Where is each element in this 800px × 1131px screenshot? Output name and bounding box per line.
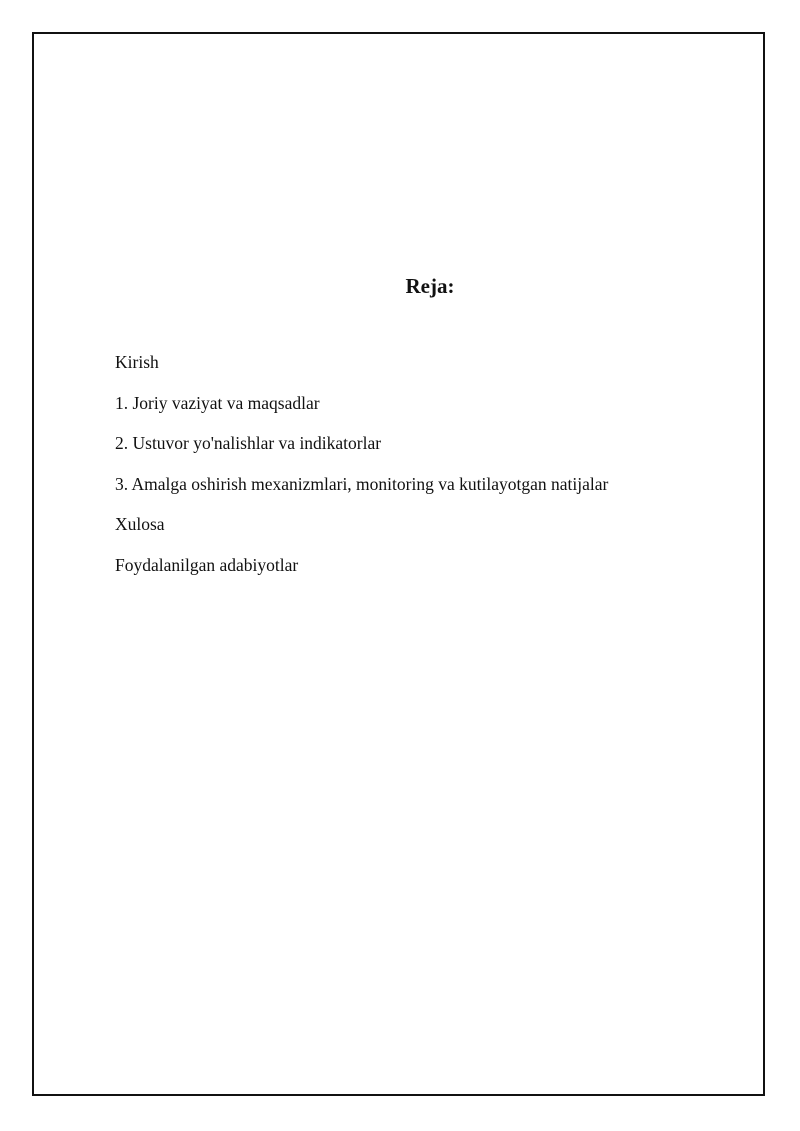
- page-title: Reja:: [405, 274, 455, 298]
- toc-item-conclusion: Xulosa: [115, 514, 165, 534]
- toc-item-section-2: 2. Ustuvor yo'nalishlar va indikatorlar: [115, 433, 382, 453]
- toc-item-section-3: 3. Amalga oshirish mexanizmlari, monitoring va kutilayotgan natijalar: [115, 473, 609, 494]
- toc-item-section-1: 1. Joriy vaziyat va maqsadlar: [115, 392, 320, 413]
- toc-item-introduction: Kirish: [115, 352, 159, 372]
- toc-item-references: Foydalanilgan adabiyotlar: [115, 554, 299, 575]
- table-of-contents: [115, 351, 608, 594]
